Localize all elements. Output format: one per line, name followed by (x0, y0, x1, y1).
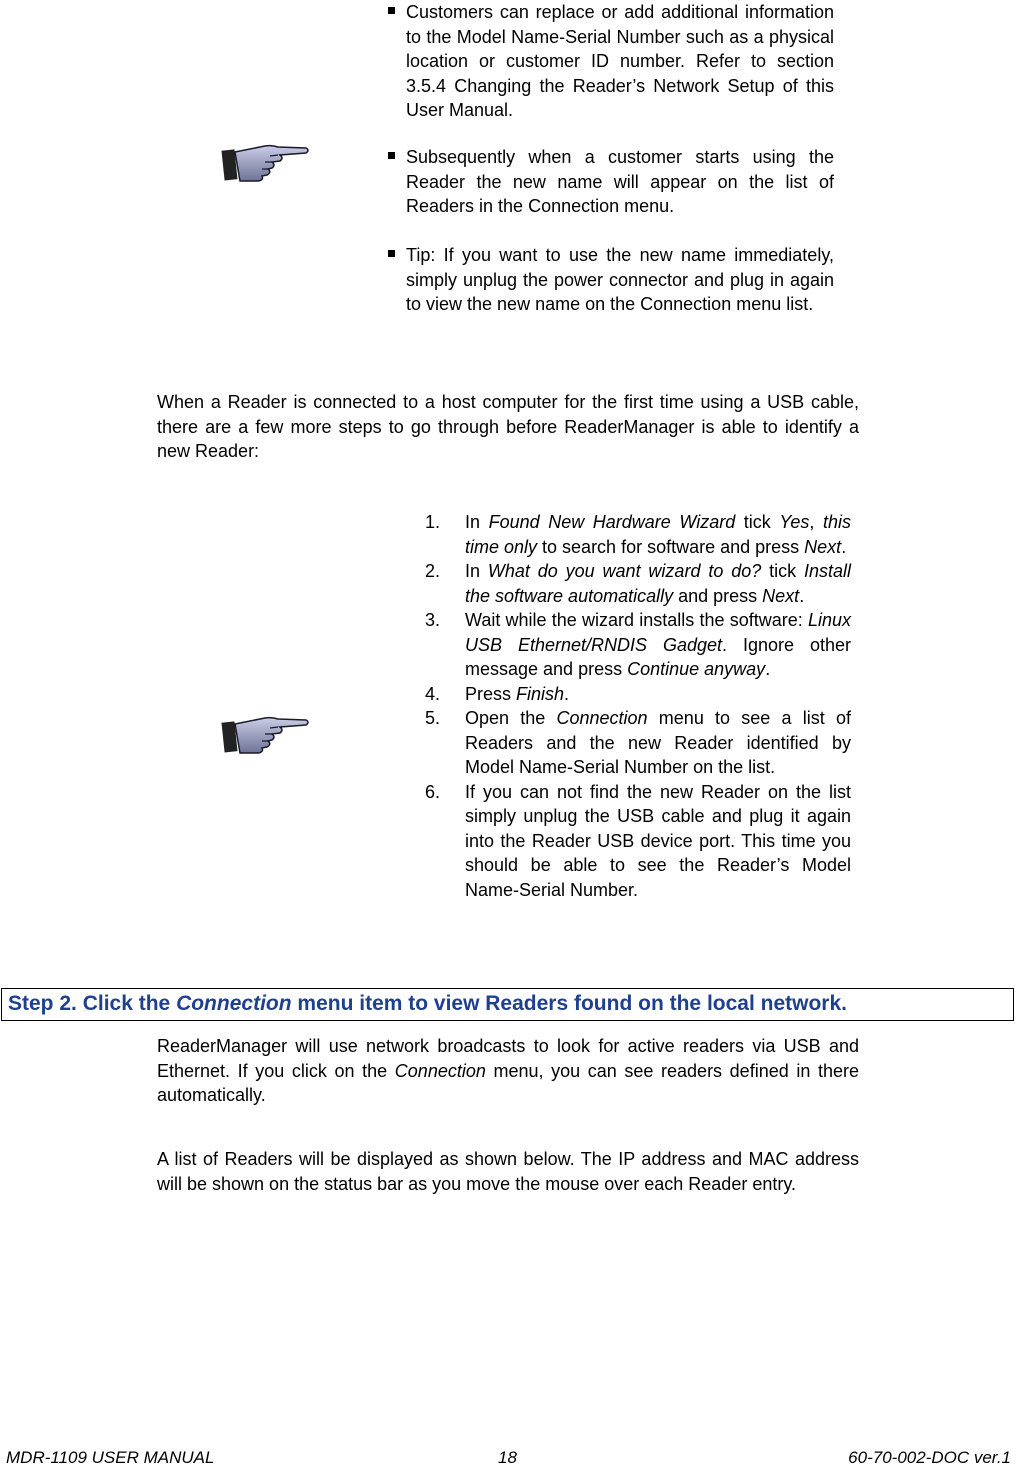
step-item (425, 608, 851, 682)
text-run: to search for software and press (537, 536, 805, 557)
italic-term: Connection (394, 1060, 486, 1081)
tip-text (406, 145, 834, 219)
step-item (425, 780, 851, 903)
footer-page-number: 18 (498, 1448, 517, 1467)
step-text (465, 684, 569, 704)
step-text (465, 561, 851, 606)
italic-term: Finish (516, 683, 565, 704)
text-run: If you can not find the new Reader on the list simply unplug the USB cable and plug it again into the Reader USB device port. This time you should be able to see the Reader’s Model Name-Serial Number. (465, 781, 851, 900)
footer-doc-id: 60-70-002-DOC ver.1 (848, 1448, 1011, 1467)
text-run: Subsequently when a customer starts using the Reader the new name will appear on the list of Readers in the Connection menu. (406, 147, 834, 216)
step-item (425, 706, 851, 780)
text-run: menu to see a list of Readers and the new Reader identified by Model Name-Serial Number on the list. (465, 708, 851, 777)
pointing-hand-icon (220, 140, 312, 188)
heading-prefix: Step 2. Click the (8, 992, 177, 1015)
text-run: . (799, 585, 805, 606)
square-bullet-icon (388, 152, 395, 159)
step-number: 2. (425, 561, 441, 581)
step-item (425, 682, 851, 707)
tip-item-subsequently (388, 145, 834, 219)
step-2-heading (1, 988, 1014, 1021)
text-run: tick (735, 512, 780, 532)
step-text (465, 610, 851, 679)
step-number: 1. (425, 512, 441, 532)
tip-item-tip (388, 243, 834, 317)
step-item (425, 510, 851, 559)
text-run: . (841, 536, 847, 557)
text-run: tick (761, 561, 804, 581)
square-bullet-icon (388, 7, 395, 14)
text-run: , (809, 512, 823, 532)
text-run: In (465, 561, 488, 581)
italic-term: this time only (465, 512, 851, 557)
italic-term: What do you want wizard to do? (487, 561, 762, 581)
italic-term: Linux USB Ethernet/RNDIS Gadget (465, 610, 851, 655)
text-run: . Ignore other message and press (465, 634, 851, 679)
step-number: 6. (425, 781, 441, 802)
text-run: In (465, 512, 489, 532)
italic-term: Found New Hardware Wizard (488, 512, 736, 532)
text-run: Open the (465, 708, 557, 728)
text-run: Tip: If you want to use the new name immediately, simply unplug the power connector and plug in again to view the new name on the Connection menu list. (406, 245, 834, 314)
italic-term: Install the software automatically (465, 561, 852, 606)
tip-text (406, 243, 834, 317)
text-run: Customers can replace or add additional information to the Model Name-Serial Number such as a physical location or customer ID number. Refer to section 3.5.4 Changing the Reader’s Network Setup of this User Manual. (406, 2, 834, 120)
step-text (465, 782, 851, 900)
step-text (465, 512, 851, 557)
italic-term: Next (804, 536, 842, 557)
step-item (425, 559, 851, 608)
square-bullet-icon (388, 250, 395, 257)
step-number: 4. (425, 683, 441, 704)
reader-list-paragraph: A list of Readers will be displayed as shown below. The IP address and MAC address will be shown on the status bar as you move the mouse over each Reader entry. (157, 1149, 859, 1194)
text-run: . (564, 683, 570, 704)
footer-manual-title: MDR-1109 USER MANUAL (6, 1448, 215, 1467)
usb-setup-steps (425, 510, 851, 902)
text-run: Wait while the wizard installs the software: (465, 610, 808, 630)
text-run: menu, you can see readers defined in there automatically. (157, 1060, 859, 1105)
network-broadcast-paragraph (157, 1034, 859, 1108)
step-number: 3. (425, 610, 441, 630)
step-text (465, 708, 851, 777)
text-run: . (765, 659, 771, 679)
italic-term: Yes (779, 512, 810, 532)
italic-term: Next (762, 585, 800, 606)
heading-connection-term: Connection (176, 992, 292, 1015)
text-run: and press (673, 585, 763, 606)
text-run: ReaderManager will use network broadcasts to look for active readers via USB and Ethernet. If you click on the (157, 1036, 859, 1081)
heading-suffix: menu item to view Readers found on the local network. (291, 992, 847, 1015)
text-run: Press (465, 683, 517, 704)
italic-term: Connection (556, 708, 648, 728)
intro-paragraph: When a Reader is connected to a host computer for the first time using a USB cable, there are a few more steps to go through before ReaderManager is able to identify a new Reader: (157, 392, 859, 461)
tip-item-customers (388, 0, 834, 123)
pointing-hand-icon (220, 712, 312, 760)
tip-text (406, 0, 834, 123)
italic-term: Continue anyway (627, 659, 766, 679)
step-number: 5. (425, 708, 441, 728)
